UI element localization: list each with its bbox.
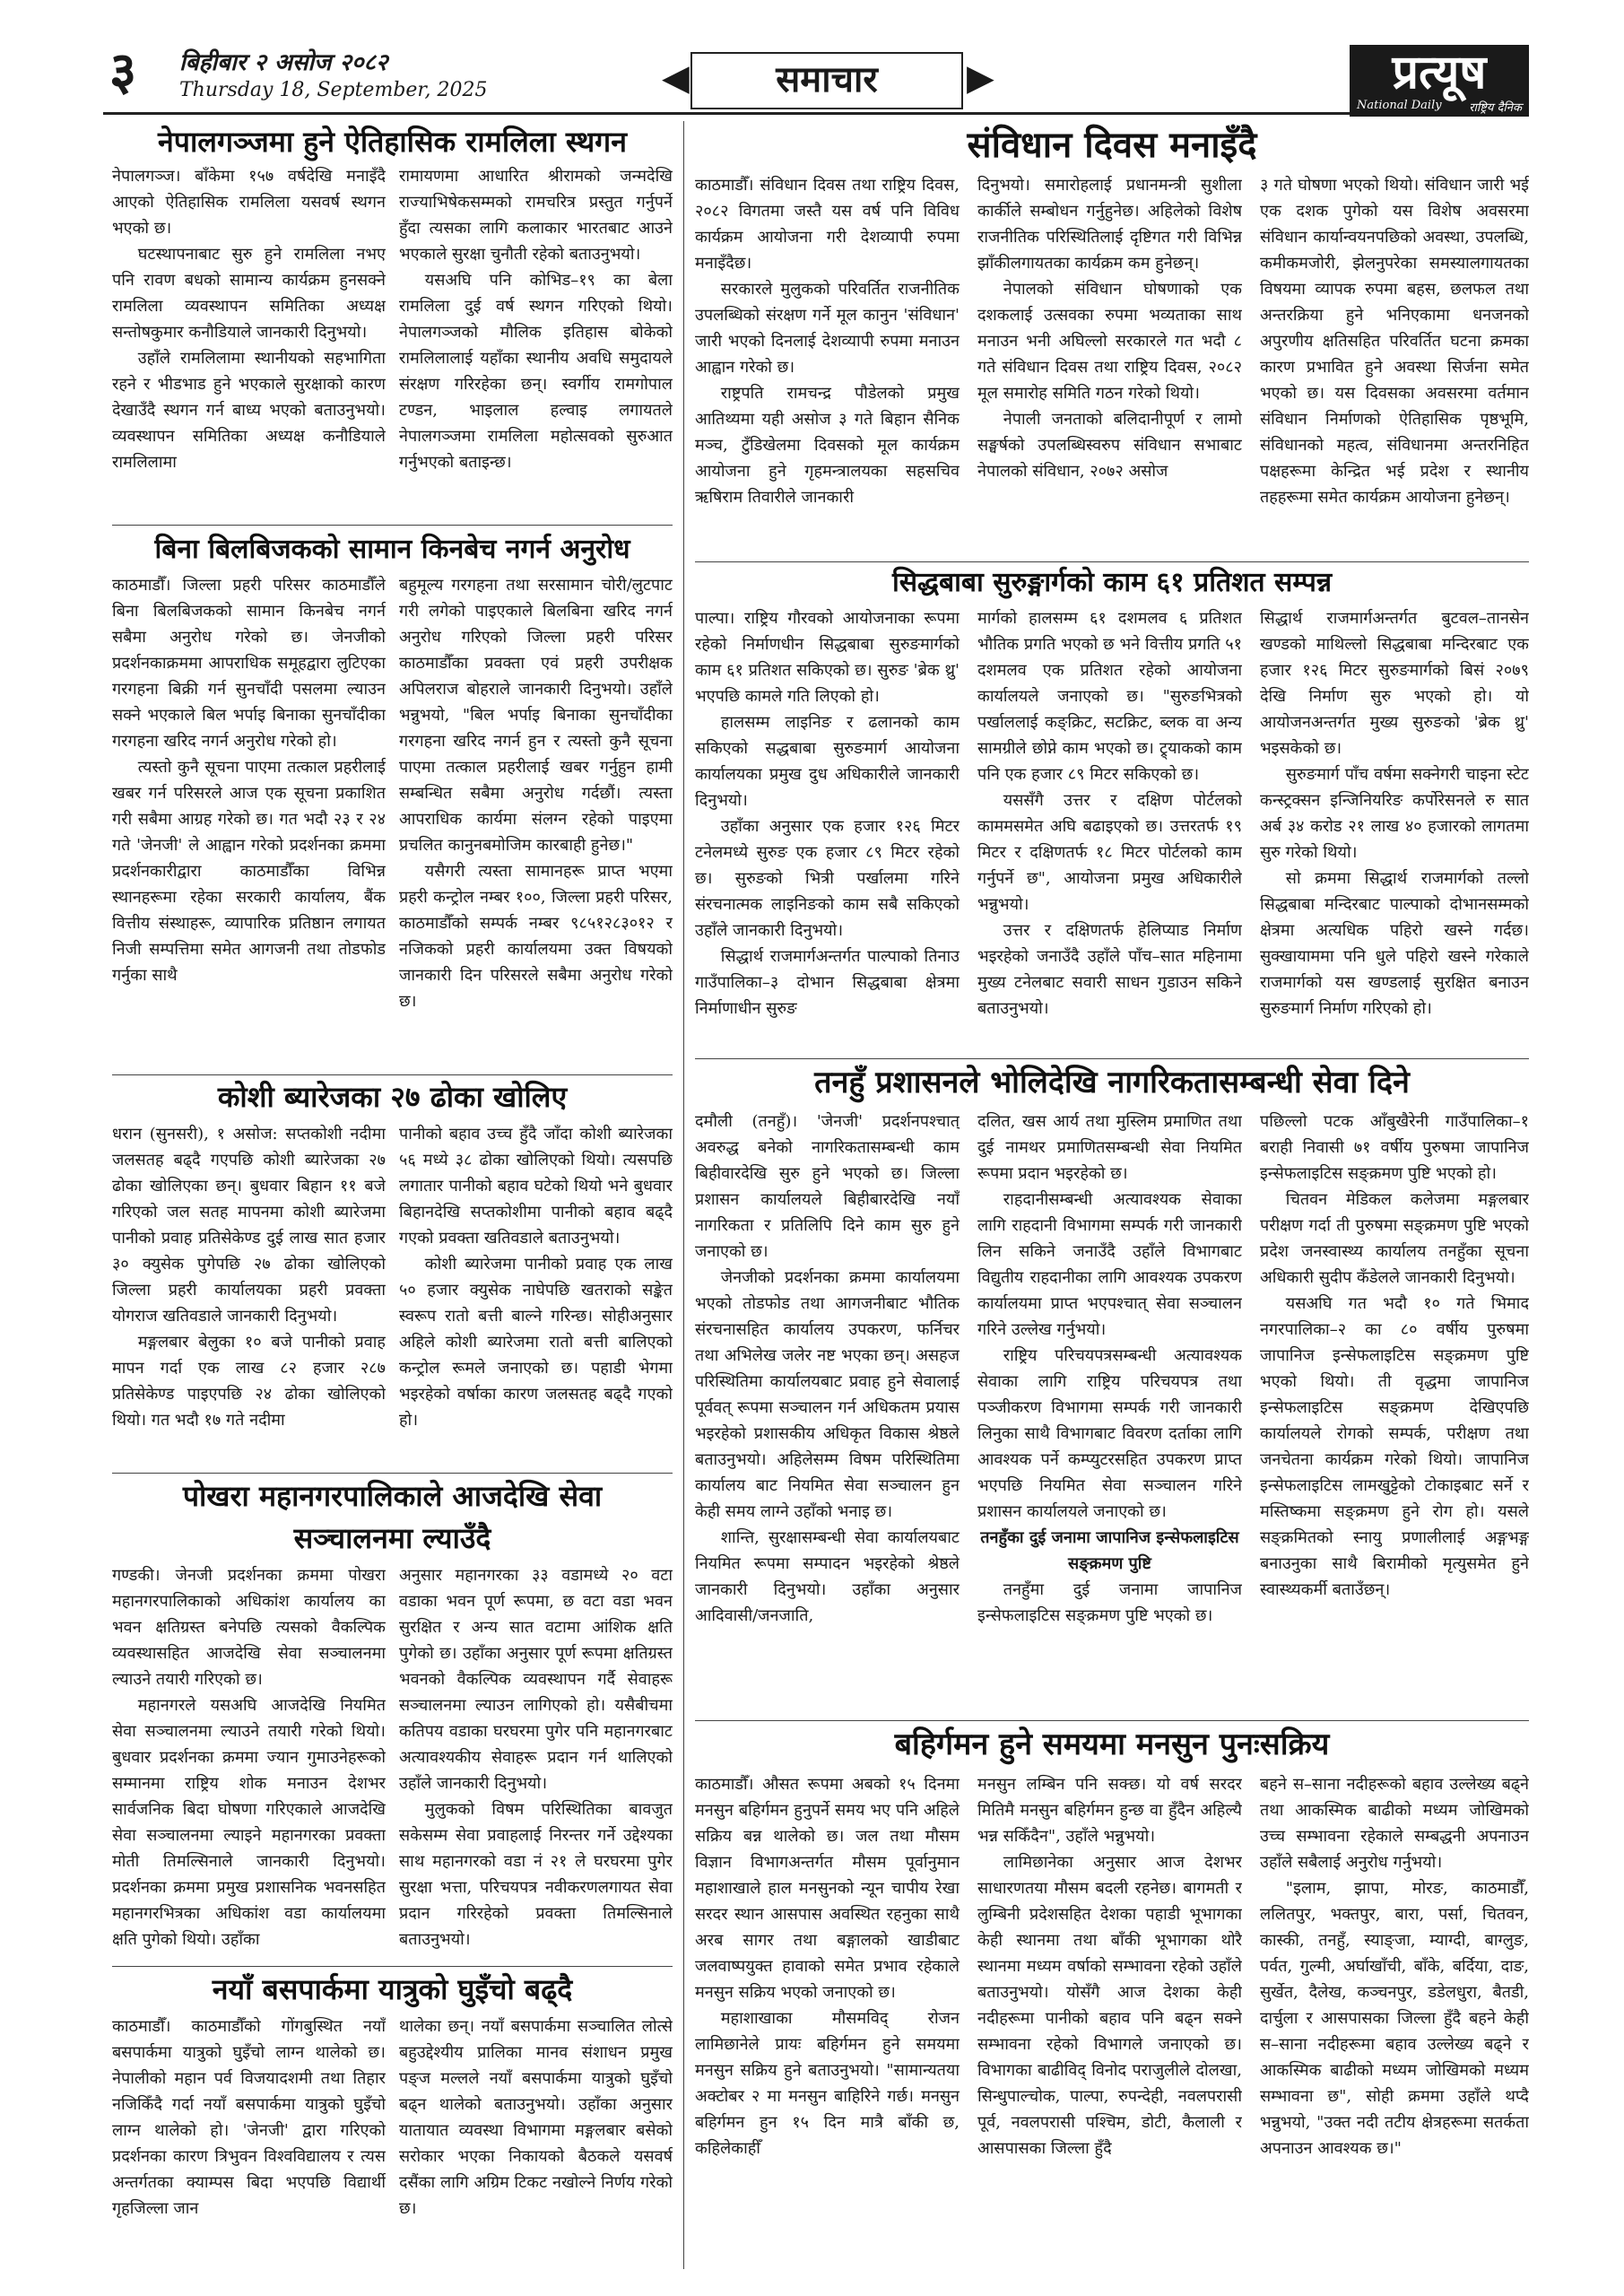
paragraph: नेपालगञ्ज। बाँकेमा १५७ वर्षदेखि मनाइँदै आएको ऐतिहासिक रामलिला यसवर्ष स्थगन भएको छ। — [112, 167, 386, 238]
newspaper-logo — [1350, 45, 1529, 117]
article-koshi-col2 — [399, 1121, 673, 1466]
paragraph: रामायणमा आधारित श्रीरामको जन्मदेखि राज्याभिषेकसम्मको रामचरित्र प्रस्तुत गर्नुपर्ने हुँदा त्यसका लागि कलाकार भारतबाट आउने भएकाले सुरक्षा चुनौती रहेको बताउनुभयो। — [399, 167, 673, 264]
divider — [112, 1074, 673, 1075]
paragraph: काठमाडौँ। काठमाडौँको गोंगबुस्थित नयाँ बसपार्कमा यात्रुको घुइँचो लाग्न थालेको छ। नेपालीको महान पर्व विजयादशमी तथा तिहार नजिकिँदै गर्दा नयाँ बसपार्कमा यात्रुको घुइँचो लाग्न थालेको हो। 'जेनजी' द्वारा गरिएको प्रदर्शनका कारण त्रिभुवन विश्वविद्यालय र त्यस अन्तर्गतका क्याम्पस बिदा भएपछि विद्यार्थी गृहजिल्ला जान — [112, 2017, 386, 2218]
headline-siddhababa: सिद्धबाबा सुरुङ्मार्गको काम ६१ प्रतिशत सम्पन्न — [891, 567, 1333, 598]
article-nepalgunj-col1 — [112, 163, 386, 517]
divider — [112, 1966, 673, 1967]
paragraph: कोशी ब्यारेजमा पानीको प्रवाह एक लाख ५० हजार क्युसेक नाघेपछि खतराको सङ्केत स्वरूप रातो बत्ती बाल्ने गरिन्छ। सोहीअनुसार अहिले कोशी ब्यारेजमा रातो बत्ती बालिएको कन्ट्रोल रूमले जनाएको छ। पहाडी भेगमा भइरहेको वर्षाका कारण जलसतह बढ्दै गएको हो। — [399, 1255, 673, 1430]
divider — [695, 1720, 1529, 1721]
paragraph: मुलुकको विषम परिस्थितिका बावजुत सकेसम्म सेवा प्रवाहलाई निरन्तर गर्ने उद्देश्यका साथ महानगरको वडा नं २१ ले घरघरमा पुगेर सुरक्षा भत्ता, परिचयपत्र नवीकरणलगायत सेवा प्रदान गरिरहेको प्रवक्ता तिमल्सिनाले बताउनुभयो। — [399, 1800, 673, 1949]
headline-pokhara-line1: पोखरा महानगरपालिकाले आजदेखि सेवा — [182, 1479, 603, 1513]
article-monsoon-col1 — [695, 1771, 960, 2274]
subheading-je: तनहुँका दुई जनामा जापानिज इन्सेफलाइटिस सङ्क्रमण पुष्टि — [980, 1528, 1239, 1573]
divider — [112, 1473, 673, 1474]
paragraph: पानीको बहाव उच्च हुँदै जाँदा कोशी ब्यारेजका ५६ मध्ये ३८ ढोका खोलिएको थियो। त्यसपछि लगातार पानीको बहाव घटेको थियो भने बुधवार बिहानदेखि सप्तकोशीमा पानीको बहाव बढ्दै गएको प्रवक्ता खतिवडाले बताउनुभयो। — [399, 1125, 673, 1248]
paragraph: उहाँले रामलिलामा स्थानीयको सहभागिता रहने र भीडभाड हुने भएकाले सुरक्षाको कारण देखाउँदै स्थगन गर्न बाध्य भएको बताउनुभयो। व्यवस्थापन समितिका अध्यक्ष कनौडियाले रामलिलामा — [112, 349, 386, 472]
headline-nepalgunj: नेपालगञ्जमा हुने ऐतिहासिक रामलिला स्थगन — [158, 125, 627, 159]
paragraph: यसैगरी त्यस्ता सामानहरू प्राप्त भएमा प्रहरी कन्ट्रोल नम्बर १००, जिल्ला प्रहरी परिसर, काठमाडौँको सम्पर्क नम्बर ९८५१२८३०१२ र नजिकको प्रहरी कार्यालयमा उक्त विषयको जानकारी दिन परिसरले सबैमा अनुरोध गरेको छ। — [399, 862, 673, 1011]
next-section-arrow-icon[interactable]: ▶ — [967, 57, 994, 99]
paragraph: काठमाडौँ। संविधान दिवस तथा राष्ट्रिय दिवस, २०८२ विगतमा जस्तै यस वर्ष पनि विविध कार्यक्रम आयोजना गरी देशव्यापी रुपमा मनाइँदैछ। — [695, 176, 960, 273]
article-siddhababa-col3 — [1260, 605, 1529, 1054]
paragraph: यससँगै उत्तर र दक्षिण पोर्टलको काममसमेत अघि बढाइएको छ। उत्तरतर्फ १९ मिटर र दक्षिणतर्फ १८ मिटर पोर्टलको काम गर्नुपर्ने छ", आयोजना प्रमुख अधिकारीले भन्नुभयो। — [977, 791, 1242, 914]
headline-monsoon: बहिर्गमन हुने समयमा मनसुन पुनःसक्रिय — [894, 1726, 1330, 1762]
divider — [695, 561, 1529, 562]
headline-pokhara-line2: सञ्चालनमा ल्याउँदै — [293, 1521, 491, 1555]
prev-section-arrow-icon[interactable]: ◀ — [662, 57, 690, 99]
paragraph: उहाँका अनुसार एक हजार १२६ मिटर टनेलमध्ये सुरुङ एक हजार ८९ मिटर रहेको छ। सुरुङको भित्री पर्खालमा गरिने संरचनात्मक लाइनिङको काम सबै सकिएको उहाँले जानकारी दिनुभयो। — [695, 817, 960, 940]
article-bill-col2 — [399, 572, 673, 1070]
page-number: ३ — [109, 40, 137, 101]
paragraph: राहदानीसम्बन्धी अत्यावश्यक सेवाका लागि राहदानी विभागमा सम्पर्क गरी जानकारी लिन सकिने जनाउँदै उहाँले विभागबाट विद्युतीय राहदानीका लागि आवश्यक उपकरण कार्यालयमा प्राप्त भएपश्चात् सेवा सञ्चालन गरिने उल्लेख गर्नुभयो। — [977, 1190, 1242, 1339]
article-siddhababa-col1 — [695, 605, 960, 1054]
paragraph: मनसुन लम्बिन पनि सक्छ। यो वर्ष सरदर मितिमै मनसुन बहिर्गमन हुन्छ वा हुँदैन अहिल्यै भन्न सकिँदैन", उहाँले भन्नुभयो। — [977, 1775, 1242, 1846]
article-tanahun-col2 — [977, 1109, 1242, 1714]
headline-buspark: नयाँ बसपार्कमा यात्रुको घुइँचो बढ्दै — [212, 1972, 573, 2006]
article-tanahun-col3 — [1260, 1109, 1529, 1714]
paragraph: जेनजीको प्रदर्शनका क्रममा कार्यालयमा भएको तोडफोड तथा आगजनीबाट भौतिक संरचनासहित कार्यालय उपकरण, फर्निचर तथा अभिलेख जलेर नष्ट भएका छन्। असहज परिस्थितिमा कार्यालयबाट प्रवाह हुने सेवालाई पूर्ववत् रूपमा सञ्चालन गर्न अधिकतम प्रयास भइरहेको प्रशासकीय अधिकृत विकास श्रेष्ठले बताउनुभयो। अहिलेसम्म विषम परिस्थितिमा कार्यालय बाट नियमित सेवा सञ्चालन हुन केही समय लाग्ने उहाँको भनाइ छ। — [695, 1268, 960, 1521]
article-pokhara-col2 — [399, 1562, 673, 1961]
article-samvidhan-col3 — [1260, 172, 1529, 558]
paragraph: सुरुङमार्ग पाँच वर्षमा सक्नेगरी चाइना स्टेट कन्स्ट्रक्सन इन्जिनियरिङ कर्पोरेसनले रु सात अर्ब ३४ करोड २१ लाख ४० हजारको लागतमा सुरु गरेको थियो। — [1260, 765, 1529, 862]
article-samvidhan-col1 — [695, 172, 960, 558]
paragraph: थालेका छन्। नयाँ बसपार्कमा सञ्चालित लोत्से बहुउद्देश्यीय प्रालिका मानव संशाधन प्रमुख पङ्ज मल्लले नयाँ बसपार्कमा यात्रुको घुइँचो बढ्न थालेको बताउनुभयो। उहाँका अनुसार यातायात व्यवस्था विभागमा मङ्गलबार बसेको सरोकार भएका निकायको बैठकले यसवर्ष दसैंका लागि अग्रिम टिकट नखोल्ने निर्णय गरेको छ। — [399, 2017, 673, 2218]
section-title: समाचार — [690, 52, 963, 109]
page-divider — [683, 121, 684, 2269]
paragraph: यसअघि गत भदौ १० गते भिमाद नगरपालिका–२ का ८० वर्षीय पुरुषमा जापानिज इन्सेफलाइटिस सङ्क्रमण पुष्टि भएको थियो। ती वृद्धमा जापानिज इन्सेफलाइटिस सङ्क्रमण देखिएपछि कार्यालयले रोगको सम्पर्क, परीक्षण तथा जनचेतना कार्यक्रम गरेको थियो। जापानिज इन्सेफलाइटिस लामखुट्टेको टोकाइबाट सर्ने र मस्तिष्कमा सङ्क्रमण हुने रोग हो। यसले सङ्क्रमितको स्नायु प्रणालीलाई अङ्गभङ्ग बनाउनुका साथै बिरामीको मृत्युसमेत हुने स्वास्थ्यकर्मी बताउँछन्। — [1260, 1294, 1529, 1599]
paragraph: राष्ट्रिय परिचयपत्रसम्बन्धी अत्यावश्यक सेवाका लागि राष्ट्रिय परिचयपत्र तथा पञ्जीकरण विभागमा सम्पर्क गरी जानकारी लिनुका साथै विभागबाट विवरण दर्ताका लागि आवश्यक पर्ने कम्प्युटरसहित उपकरण प्राप्त भएपछि नियमित सेवा सञ्चालन गरिने प्रशासन कार्यालयले जनाएको छ। — [977, 1346, 1242, 1521]
paragraph: मार्गको हालसम्म ६१ दशमलव ६ प्रतिशत भौतिक प्रगति भएको छ भने वित्तीय प्रगति ५१ दशमलव एक प्रतिशत रहेको आयोजना कार्यालयले जनाएको छ। "सुरुङभित्रको पर्खाललाई कङ्क्रिट, सटक्रिट, ब्लक वा अन्य सामग्रीले छोप्ने काम भएको छ। ट्र्याकको काम पनि एक हजार ८९ मिटर सकिएको छ। — [977, 609, 1242, 784]
headline-koshi: कोशी ब्यारेजका २७ ढोका खोलिए — [217, 1080, 568, 1114]
paragraph: उत्तर र दक्षिणतर्फ हेलिप्याड निर्माण भइरहेको जनाउँदै उहाँले पाँच–सात महिनामा मुख्य टनेलबाट सवारी साधन गुडाउन सकिने बताउनुभयो। — [977, 921, 1242, 1018]
article-monsoon-col2 — [977, 1771, 1242, 2274]
paragraph: "इलाम, झापा, मोरङ, काठमाडौँ, ललितपुर, भक्तपुर, बारा, पर्सा, चितवन, कास्की, तनहुँ, स्याङ्जा, म्याग्दी, बाग्लुङ, पर्वत, गुल्मी, अर्घाखाँची, बाँके, बर्दिया, दाङ, सुर्खेत, दैलेख, कञ्चनपुर, डडेलधुरा, बैतडी, दार्चुला र आसपासका जिल्ला हुँदै बहने केही स–साना नदीहरूमा बहाव उल्लेख्य बढ्ने र आकस्मिक बाढीको मध्यम जोखिमको मध्यम सम्भावना छ", सोही क्रममा उहाँले थप्दै भन्नुभयो, "उक्त नदी तटीय क्षेत्रहरूमा सतर्कता अपनाउन आवश्यक छ।" — [1260, 1879, 1529, 2158]
logo-title: प्रत्यूष — [1392, 45, 1487, 100]
paragraph: पाल्पा। राष्ट्रिय गौरवको आयोजनाका रूपमा रहेको निर्माणधीन सिद्धबाबा सुरुङमार्गको काम ६१ प्रतिशत सकिएको छ। सुरुङ 'ब्रेक थ्रु' भएपछि कामले गति लिएको हो। — [695, 609, 960, 706]
article-nepalgunj-col2 — [399, 163, 673, 517]
paragraph: काठमाडौँ। औसत रूपमा अबको १५ दिनमा मनसुन बहिर्गमन हुनुपर्ने समय भए पनि अहिले सक्रिय बन्न थालेको छ। जल तथा मौसम विज्ञान विभागअन्तर्गत मौसम पूर्वानुमान महाशाखाले हाल मनसुनको न्यून चापीय रेखा सरदर स्थान आसपास अवस्थित रहनुका साथै अरब सागर तथा बङ्गालको खाडीबाट जलवाष्पयुक्त हावाको समेत प्रभाव रहेकाले मनसुन सक्रिय भएको जनाएको छ। — [695, 1775, 960, 2002]
paragraph: गण्डकी। जेनजी प्रदर्शनका क्रममा पोखरा महानगरपालिकाको अधिकांश कार्यालय का भवन क्षतिग्रस्त बनेपछि त्यसको वैकल्पिक व्यवस्थासहित आजदेखि सेवा सञ्चालनमा ल्याउने तयारी गरिएको छ। — [112, 1566, 386, 1689]
paragraph: अनुसार महानगरका ३३ वडामध्ये २० वटा वडाका भवन पूर्ण रूपमा, छ वटा वडा भवन सुरक्षित र अन्य सात वटामा आंशिक क्षति पुगेको छ। उहाँका अनुसार पूर्ण रूपमा क्षतिग्रस्त भवनको वैकल्पिक व्यवस्थापन गर्दै सेवाहरू सञ्चालनमा ल्याउन लागिएको हो। यसैबीचमा कतिपय वडाका घरघरमा पुगेर पनि महानगरबाट अत्यावश्यकीय सेवाहरू प्रदान गर्न थालिएको उहाँले जानकारी दिनुभयो। — [399, 1566, 673, 1793]
headline-bill: बिना बिलबिजकको सामान किनबेच नगर्न अनुरोध — [154, 534, 630, 565]
paragraph: दलित, खस आर्य तथा मुस्लिम प्रमाणित तथा दुई नामथर प्रमाणितसम्बन्धी सेवा नियमित रूपमा प्रदान भइरहेको छ। — [977, 1112, 1242, 1183]
paragraph: लामिछानेका अनुसार आज देशभर साधारणतया मौसम बदली रहनेछ। बागमती र लुम्बिनी प्रदेशसहित देशका पहाडी भूभागका केही स्थानमा तथा बाँकी भूभागका थोरै स्थानमा मध्यम वर्षाको सम्भावना रहेको उहाँले बताउनुभयो। योसँगै आज देशका केही नदीहरूमा पानीको बहाव पनि बढ्न सक्ने सम्भावना रहेको विभागले जनाएको छ। विभागका बाढीविद् विनोद पराजुलीले दोलखा, सिन्धुपाल्चोक, पाल्पा, रुपन्देही, नवलपरासी पूर्व, नवलपरासी पश्चिम, डोटी, कैलाली र आसपासका जिल्ला हुँदै — [977, 1853, 1242, 2158]
article-buspark-col1 — [112, 2013, 386, 2274]
article-buspark-col2 — [399, 2013, 673, 2274]
paragraph: चितवन मेडिकल कलेजमा मङ्गलबार परीक्षण गर्दा ती पुरुषमा सङ्क्रमण पुष्टि भएको प्रदेश जनस्वास्थ्य कार्यालय तनहुँका सूचना अधिकारी सुदीप कँडेलले जानकारी दिनुभयो। — [1260, 1190, 1529, 1287]
date-english: Thursday 18, September, 2025 — [179, 79, 488, 101]
divider — [112, 525, 673, 526]
paragraph: दमौली (तनहुँ)। 'जेनजी' प्रदर्शनपश्चात् अवरुद्ध बनेको नागरिकतासम्बन्धी काम बिहीवारदेखि सुरु हुने भएको छ। जिल्ला प्रशासन कार्यालयले बिहीबारदेखि नयाँ नागरिकता र प्रतिलिपि दिने काम सुरु हुने जनाएको छ। — [695, 1112, 960, 1261]
paragraph: नेपालको संविधान घोषणाको एक दशकलाई उत्सवका रुपमा भव्यताका साथ मनाउन भनी अघिल्लो सरकारले गत भदौ ८ गते संविधान दिवस तथा राष्ट्रिय दिवस, २०८२ मूल समारोह समिति गठन गरेको थियो। — [977, 280, 1242, 403]
paragraph: शान्ति, सुरक्षासम्बन्धी सेवा कार्यालयबाट नियमित रूपमा सम्पादन भइरहेको श्रेष्ठले जानकारी दिनुभयो। उहाँका अनुसार आदिवासी/जनजाति, — [695, 1528, 960, 1625]
paragraph: ३ गते घोषणा भएको थियो। संविधान जारी भई एक दशक पुगेको यस विशेष अवसरमा संविधान कार्यान्वयनपछिको अवस्था, उपलब्धि, कमीकमजोरी, झेलनुपरेका समस्यालगायतका विषयमा व्यापक रुपमा बहस, छलफल तथा अन्तरक्रिया हुने भनिएकामा धनजनको अपुरणीय क्षतिसहित परिवर्तित घटना क्रमका कारण प्रभावित हुने अवस्था सिर्जना समेत भएको छ। यस दिवसका अवसरमा वर्तमान संविधान निर्माणको ऐतिहासिक पृष्ठभूमि, संविधानको महत्व, संविधानमा अन्तरनिहित पक्षहरूमा केन्द्रित भई प्रदेश र स्थानीय तहहरूमा समेत कार्यक्रम आयोजना हुनेछन्। — [1260, 176, 1529, 507]
article-koshi-col1 — [112, 1121, 386, 1466]
article-siddhababa-col2 — [977, 605, 1242, 1054]
paragraph: बहुमूल्य गरगहना तथा सरसामान चोरी/लुटपाट गरी लगेको पाइएकाले बिलबिना खरिद नगर्न अनुरोध गरिएको जिल्ला प्रहरी परिसर काठमाडौँका प्रवक्ता एवं प्रहरी उपरीक्षक अपिलराज बोहराले जानकारी दिनुभयो। उहाँले भन्नुभयो, "बिल भर्पाइ बिनाका सुनचाँदीका गरगहना खरिद नगर्न हुन र त्यस्तो कुनै सूचना पाएमा तत्काल प्रहरीलाई खबर गर्नुहुन हामी सम्बन्धित सबैमा अनुरोध गर्दछौं। त्यस्ता आपराधिक कार्यमा संलग्न रहेको पाइएमा प्रचलित कानुनबमोजिम कारबाही हुनेछ।" — [399, 576, 673, 855]
paragraph: दिनुभयो। समारोहलाई प्रधानमन्त्री सुशीला कार्कीले सम्बोधन गर्नुहुनेछ। अहिलेको विशेष राजनीतिक परिस्थितिलाई दृष्टिगत गरी विभिन्न झाँकीलगायतका कार्यक्रम कम हुनेछन्। — [977, 176, 1242, 273]
paragraph: सिद्धार्थ राजमार्गअन्तर्गत पाल्पाको तिनाउ गाउँपालिका–३ दोभान सिद्धबाबा क्षेत्रमा निर्माणाधीन सुरुङ — [695, 947, 960, 1018]
paragraph: महानगरले यसअघि आजदेखि नियमित सेवा सञ्चालनमा ल्याउने तयारी गरेको थियो। बुधवार प्रदर्शनका क्रममा ज्यान गुमाउनेहरूको सम्मानमा राष्ट्रिय शोक मनाउन देशभर सार्वजनिक बिदा घोषणा गरिएकाले आजदेखि सेवा सञ्चालनमा ल्याइने महानगरका प्रवक्ता मोती तिमल्सिनाले जानकारी दिनुभयो। प्रदर्शनका क्रममा प्रमुख प्रशासनिक भवनसहित महानगरभित्रका अधिकांश वडा कार्यालयमा क्षति पुगेको थियो। उहाँका — [112, 1696, 386, 1949]
logo-subtitle-np: राष्ट्रिय दैनिक — [1469, 101, 1522, 115]
paragraph: काठमाडौँ। जिल्ला प्रहरी परिसर काठमाडौँले बिना बिलबिजकको सामान किनबेच नगर्न सबैमा अनुरोध गरेको छ। जेनजीको प्रदर्शनकाक्रममा आपराधिक समूहद्वारा लुटिएका गरगहना बिक्री गर्न सुनचाँदी पसलमा ल्याउन सक्ने भएकाले बिल भर्पाइ बिनाका सुनचाँदीका गरगहना खरिद नगर्न अनुरोध गरेको हो। — [112, 576, 386, 751]
headline-tanahun: तनहुँ प्रशासनले भोलिदेखि नागरिकतासम्बन्धी सेवा दिने — [814, 1065, 1410, 1100]
paragraph: घटस्थापनाबाट सुरु हुने रामलिला नभए पनि रावण बधको सामान्य कार्यक्रम हुनसक्ने रामलिला व्यवस्थापन समितिका अध्यक्ष सन्तोषकुमार कनौडियाले जानकारी दिनुभयो। — [112, 245, 386, 342]
article-tanahun-col1 — [695, 1109, 960, 1714]
article-samvidhan-col2 — [977, 172, 1242, 558]
paragraph: मङ्गलबार बेलुका १० बजे पानीको प्रवाह मापन गर्दा एक लाख ८२ हजार २८७ प्रतिसेकेण्ड पाइएपछि २४ ढोका खोलिएको थियो। गत भदौ १७ गते नदीमा — [112, 1333, 386, 1430]
paragraph: सिद्धार्थ राजमार्गअन्तर्गत बुटवल–तानसेन खण्डको माथिल्लो सिद्धबाबा मन्दिरबाट एक हजार १२६ मिटर सुरुङमार्गको बिसं २०७९ देखि निर्माण सुरु भएको हो। यो आयोजनअन्तर्गत मुख्य सुरुङको 'ब्रेक थ्रु' भइसकेको छ। — [1260, 609, 1529, 758]
article-monsoon-col3 — [1260, 1771, 1529, 2274]
date-nepali: बिहीबार २ असोज २०८२ — [179, 49, 388, 76]
logo-subtitle-en: National Daily — [1357, 99, 1442, 112]
article-bill-col1 — [112, 572, 386, 1070]
paragraph: तनहुँमा दुई जनामा जापानिज इन्सेफलाइटिस सङ्क्रमण पुष्टि भएको छ। — [977, 1580, 1242, 1625]
paragraph: बहने स–साना नदीहरूको बहाव उल्लेख्य बढ्ने तथा आकस्मिक बाढीको मध्यम जोखिमको उच्च सम्भावना रहेकाले सम्बद्धनी अपनाउन उहाँले सबैलाई अनुरोध गर्नुभयो। — [1260, 1775, 1529, 1872]
headline-samvidhan: संविधान दिवस मनाइँदै — [967, 125, 1257, 166]
article-pokhara-col1 — [112, 1562, 386, 1961]
paragraph: त्यस्तो कुनै सूचना पाएमा तत्काल प्रहरीलाई खबर गर्न परिसरले आज एक सूचना प्रकाशित गरी सबैमा आग्रह गरेको छ। गत भदौ २३ र २४ गते 'जेनजी' ले आह्वान गरेको प्रदर्शनका क्रममा प्रदर्शनकारीद्वारा काठमाडौँका विभिन्न स्थानहरूमा रहेका सरकारी कार्यालय, बैंक वित्तीय संस्थाहरू, व्यापारिक प्रतिष्ठान लगायत निजी सम्पत्तिमा समेत आगजनी तथा तोडफोड गर्नुका साथै — [112, 758, 386, 985]
paragraph: राष्ट्रपति रामचन्द्र पौडेलको प्रमुख आतिथ्यमा यही असोज ३ गते बिहान सैनिक मञ्च, टुँडिखेलमा दिवसको मूल कार्यक्रम आयोजना हुने गृहमन्त्रालयका सहसचिव ऋषिराम तिवारीले जानकारी — [695, 384, 960, 507]
paragraph: धरान (सुनसरी), १ असोज: सप्तकोशी नदीमा जलसतह बढ्दै गएपछि कोशी ब्यारेजका २७ ढोका खोलिएका छन्। बुधवार बिहान ११ बजे गरिएको जल सतह मापनमा कोशी ब्यारेजमा पानीको प्रवाह प्रतिसेकेण्ड दुई लाख सात हजार ३० क्युसेक पुगेपछि २७ ढोका खोलिएको जिल्ला प्रहरी कार्यालयका प्रहरी प्रवक्ता योगराज खतिवडाले जानकारी दिनुभयो। — [112, 1125, 386, 1326]
paragraph: यसअघि पनि कोभिड–१९ का बेला रामलिला दुई वर्ष स्थगन गरिएको थियो। नेपालगञ्जको मौलिक इतिहास बोकेको रामलिलालाई यहाँका स्थानीय अवधि समुदायले संरक्षण गरिरहेका छन्। स्वर्गीय रामगोपाल टण्डन, भाइलाल हल्वाइ लगायतले नेपालगञ्जमा रामलिला महोत्सवको सुरुआत गर्नुभएको बताइन्छ। — [399, 271, 673, 472]
divider — [695, 1058, 1529, 1059]
paragraph: सरकारले मुलुकको परिवर्तित राजनीतिक उपलब्धिको संरक्षण गर्ने मूल कानुन 'संविधान' जारी भएको दिनलाई देशव्यापी रुपमा मनाउन आह्वान गरेको छ। — [695, 280, 960, 377]
paragraph: सो क्रममा सिद्धार्थ राजमार्गको तल्लो सिद्धबाबा मन्दिरबाट पाल्पाको दोभानसम्मको क्षेत्रमा अत्यधिक पहिरो खस्ने गर्दछ। सुक्खायाममा पनि धुले पहिरो खस्ने गरेकाले राजमार्गको यस खण्डलाई सुरक्षित बनाउन सुरुङमार्ग निर्माण गरिएको हो। — [1260, 869, 1529, 1018]
paragraph: महाशाखाका मौसमविद् रोजन लामिछानेले प्रायः बहिर्गमन हुने समयमा मनसुन सक्रिय हुने बताउनुभयो। "सामान्यतया अक्टोबर २ मा मनसुन बाहिरिने गर्छ। मनसुन बहिर्गमन हुन १५ दिन मात्रै बाँकी छ, कहिलेकाहीँ — [695, 2009, 960, 2158]
paragraph: हालसम्म लाइनिङ र ढलानको काम सकिएको सद्धबाबा सुरुङमार्ग आयोजना कार्यालयका प्रमुख दुध अधिकारीले जानकारी दिनुभयो। — [695, 713, 960, 810]
paragraph: नेपाली जनताको बलिदानीपूर्ण र लामो सङ्घर्षको उपलब्धिस्वरुप संविधान सभाबाट नेपालको संविधान, २०७२ असोज — [977, 410, 1242, 481]
paragraph: पछिल्लो पटक आँबुखैरेनी गाउँपालिका–१ बराही निवासी ७१ वर्षीय पुरुषमा जापानिज इन्सेफलाइटिस सङ्क्रमण पुष्टि भएको हो। — [1260, 1112, 1529, 1183]
